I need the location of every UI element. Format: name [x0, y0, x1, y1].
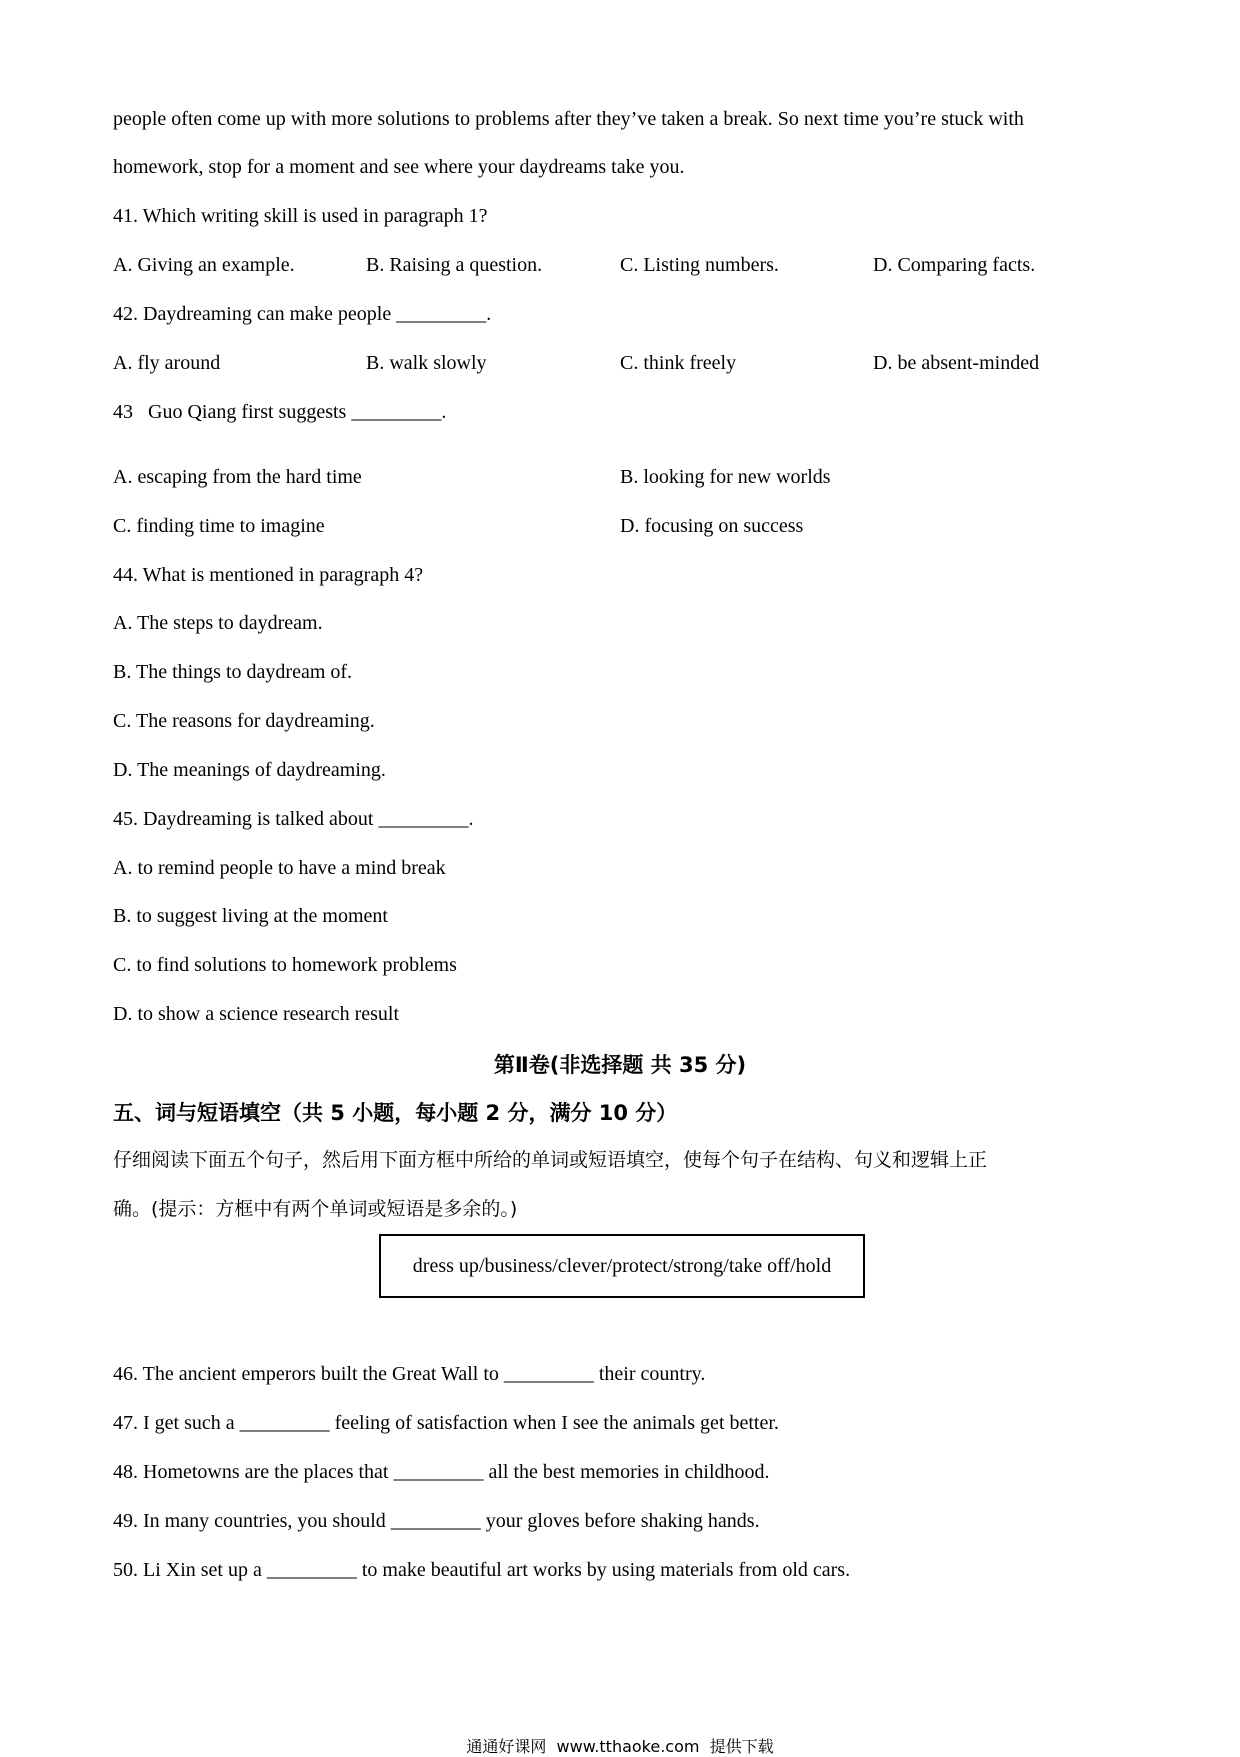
- q44-option-b: B. The things to daydream of.: [113, 661, 353, 683]
- part2-title: 第Ⅱ卷(非选择题 共 35 分): [493, 1053, 747, 1077]
- q42-option-d: D. be absent-minded: [873, 352, 1040, 374]
- q43-option-b: B. looking for new worlds: [620, 466, 831, 488]
- question-41: 41. Which writing skill is used in paragraph 1?: [113, 205, 488, 227]
- question-43: 43 Guo Qiang first suggests _________.: [113, 401, 447, 423]
- sentence-47: 47. I get such a _________ feeling of satisfaction when I see the animals get better.: [113, 1412, 779, 1434]
- q44-option-d: D. The meanings of daydreaming.: [113, 759, 386, 781]
- question-42: 42. Daydreaming can make people _________.: [113, 303, 492, 325]
- question-44: 44. What is mentioned in paragraph 4?: [113, 564, 424, 586]
- sentence-50: 50. Li Xin set up a _________ to make beautiful art works by using materials from old cars.: [113, 1559, 851, 1581]
- question-45: 45. Daydreaming is talked about _________.: [113, 808, 474, 830]
- passage-line-1: people often come up with more solutions to problems after they’ve taken a break. So next time you’re stuck with: [113, 108, 1024, 130]
- q43-option-c: C. finding time to imagine: [113, 515, 325, 537]
- q43-option-a: A. escaping from the hard time: [113, 466, 362, 488]
- q45-option-d: D. to show a science research result: [113, 1003, 399, 1025]
- q41-option-c: C. Listing numbers.: [620, 254, 779, 276]
- q44-option-c: C. The reasons for daydreaming.: [113, 710, 375, 732]
- section5-instruction-line-2: 确。(提示：方框中有两个单词或短语是多余的。): [113, 1198, 518, 1220]
- section5-heading: 五、词与短语填空（共 5 小题，每小题 2 分，满分 10 分）: [113, 1101, 678, 1125]
- passage-line-2: homework, stop for a moment and see where your daydreams take you.: [113, 156, 685, 178]
- q41-option-b: B. Raising a question.: [366, 254, 543, 276]
- q43-option-d: D. focusing on success: [620, 515, 804, 537]
- q42-option-a: A. fly around: [113, 352, 221, 374]
- q45-option-a: A. to remind people to have a mind break: [113, 857, 446, 879]
- q44-option-a: A. The steps to daydream.: [113, 612, 323, 634]
- q41-option-a: A. Giving an example.: [113, 254, 295, 276]
- sentence-49: 49. In many countries, you should _________ your gloves before shaking hands.: [113, 1510, 760, 1532]
- sentence-46: 46. The ancient emperors built the Great Wall to _________ their country.: [113, 1363, 706, 1385]
- word-bank-text: dress up/business/clever/protect/strong/take off/hold: [412, 1254, 832, 1277]
- section5-instruction-line-1: 仔细阅读下面五个句子，然后用下面方框中所给的单词或短语填空，使每个句子在结构、句义和逻辑上正: [113, 1149, 988, 1171]
- q45-option-b: B. to suggest living at the moment: [113, 905, 388, 927]
- q42-option-c: C. think freely: [620, 352, 737, 374]
- q45-option-c: C. to find solutions to homework problems: [113, 954, 457, 976]
- q42-option-b: B. walk slowly: [366, 352, 487, 374]
- sentence-48: 48. Hometowns are the places that _________ all the best memories in childhood.: [113, 1461, 770, 1483]
- page-footer: 通通好课网 www.tthaoke.com 提供下载: [466, 1737, 774, 1756]
- q41-option-d: D. Comparing facts.: [873, 254, 1036, 276]
- word-bank-box: [379, 1234, 865, 1298]
